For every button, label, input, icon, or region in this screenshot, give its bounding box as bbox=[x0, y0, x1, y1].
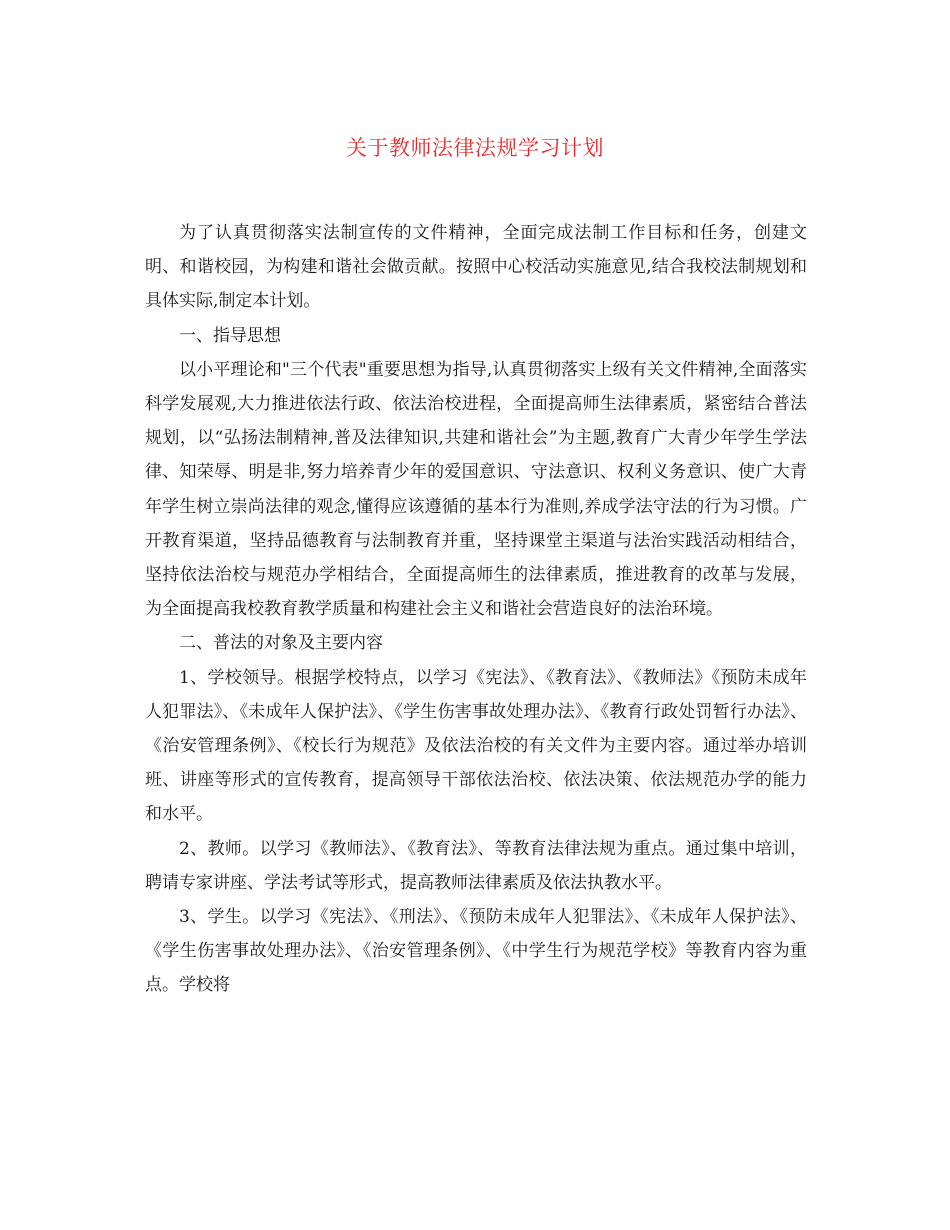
paragraph-guiding-ideology: 以小平理论和"三个代表"重要思想为指导,认真贯彻落实上级有关文件精神,全面落实科学发展观,大力推进依法行政、依法治校进程，全面提高师生法律素质，紧密结合普法规划，以“弘扬法制精神,普及法律知识,共建和谐社会”为主题,教育广大青少年学生学法律、知荣辱、明是非,努力培养青少年的爱国意识、守法意识、权利义务意识、使广大青年学生树立崇尚法律的观念,懂得应该遵循的基本行为准则,养成学法守法的行为习惯。广开教育渠道，坚持品德教育与法制教育并重，坚持课堂主渠道与法治实践活动相结合，坚持依法治校与规范办学相结合，全面提高师生的法律素质，推进教育的改革与发展，为全面提高我校教育教学质量和构建社会主义和谐社会营造良好的法治环境。 bbox=[145, 359, 807, 620]
paragraph-intro: 为了认真贯彻落实法制宣传的文件精神，全面完成法制工作目标和任务，创建文明、和谐校园，为构建和谐社会做贡献。按照中心校活动实施意见,结合我校法制规划和具体实际,制定本计划。 bbox=[145, 223, 807, 312]
section-heading-guiding-ideology: 一、指导思想 bbox=[179, 325, 281, 346]
section-heading-targets-and-content: 二、普法的对象及主要内容 bbox=[179, 633, 383, 654]
paragraph-students: 3、学生。以学习《宪法》、《刑法》、《预防未成年人犯罪法》、《未成年人保护法》、《学生伤害事故处理办法》、《治安管理条例》、《中学生行为规范学校》等教育内容为重点。学校将 bbox=[145, 907, 807, 996]
document-body bbox=[145, 216, 807, 1003]
document-title: 关于教师法律法规学习计划 bbox=[346, 136, 604, 160]
paragraph-school-leaders: 1、学校领导。根据学校特点，以学习《宪法》、《教育法》、《教师法》《预防未成年人犯罪法》、《未成年人保护法》、《学生伤害事故处理办法》、《教育行政处罚暂行办法》、《治安管理条例》、《校长行为规范》及依法治校的有关文件为主要内容。通过举办培训班、讲座等形式的宣传教育，提高领导干部依法治校、依法决策、依法规范办学的能力和水平。 bbox=[145, 667, 807, 825]
paragraph-teachers: 2、教师。以学习《教师法》、《教育法》、等教育法律法规为重点。通过集中培训，聘请专家讲座、学法考试等形式，提高教师法律素质及依法执教水平。 bbox=[145, 838, 807, 893]
